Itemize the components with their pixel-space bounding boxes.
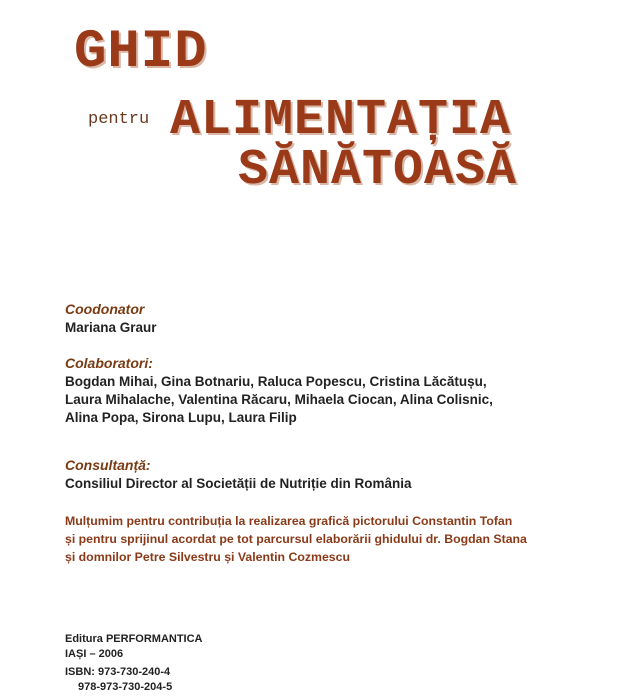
consultancy-text: Consiliul Director al Societății de Nutriție din România <box>65 476 412 491</box>
title-sanatoasa: SĂNĂTOASĂ <box>238 142 518 199</box>
collaborators-line: Laura Mihalache, Valentina Răcaru, Mihaela Ciocan, Alina Colisnic, <box>65 392 493 407</box>
acknowledgement-line: Mulțumim pentru contribuția la realizarea grafică pictorului Constantin Tofan <box>65 514 513 528</box>
coordinator-name: Mariana Graur <box>65 320 157 335</box>
coordinator-label: Coodonator <box>65 301 145 317</box>
collaborators-line: Alina Popa, Sirona Lupu, Laura Filip <box>65 410 297 425</box>
title-connector: pentru <box>88 110 150 129</box>
title-alimentatia: ALIMENTAȚIA <box>170 92 512 149</box>
acknowledgements <box>65 512 527 566</box>
isbn-1: ISBN: 973-730-240-4 <box>65 666 171 678</box>
publisher-name: Editura PERFORMANTICA <box>65 633 203 645</box>
publisher-place-year: IAȘI – 2006 <box>65 648 124 660</box>
collaborators-list <box>65 373 493 427</box>
consultancy-label: Consultanță: <box>65 457 151 473</box>
isbn-2: 978-973-730-204-5 <box>78 681 173 693</box>
collaborators-label: Colaboratori: <box>65 355 153 371</box>
collaborators-line: Bogdan Mihai, Gina Botnariu, Raluca Popescu, Cristina Lăcătușu, <box>65 374 487 389</box>
acknowledgement-line: și pentru sprijinul acordat pe tot parcursul elaborării ghidului dr. Bogdan Stana <box>65 532 527 546</box>
acknowledgement-line: și domnilor Petre Silvestru și Valentin Cozmescu <box>65 550 350 564</box>
title-ghid: GHID <box>74 22 208 83</box>
